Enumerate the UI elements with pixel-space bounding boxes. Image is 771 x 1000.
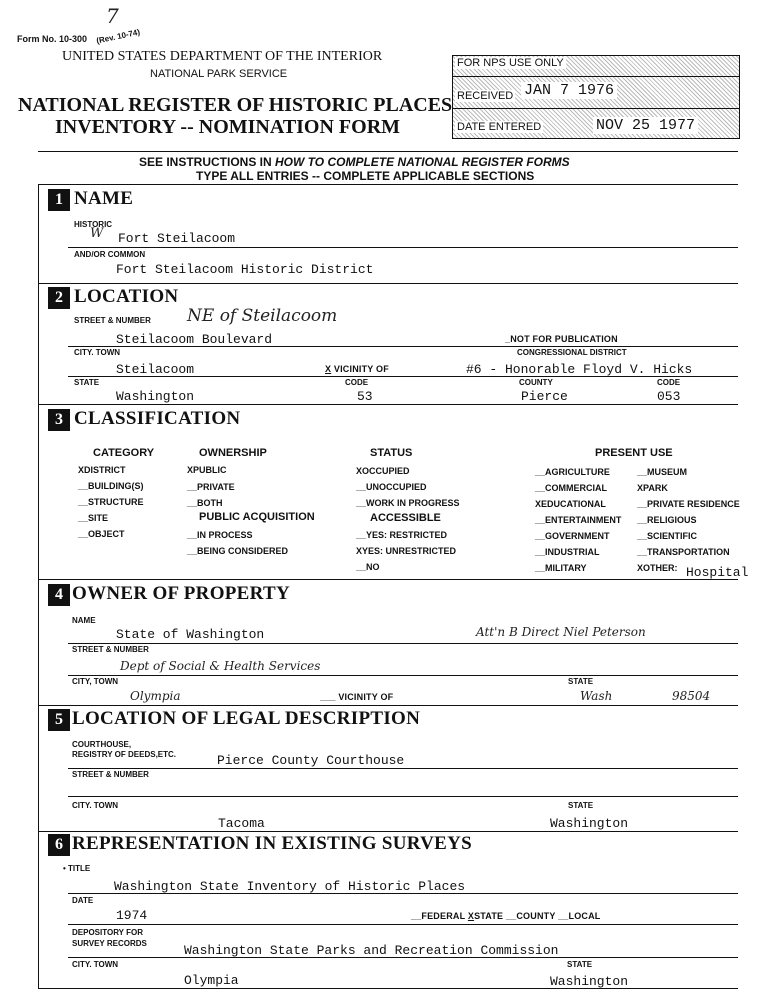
service-name: NATIONAL PARK SERVICE <box>150 68 288 80</box>
street-value: Steilacoom Boulevard <box>116 332 273 347</box>
use-item: __PRIVATE RESIDENCE <box>637 499 740 509</box>
other-use-value: Hospital <box>686 565 749 580</box>
category-item: __OBJECT <box>78 529 125 539</box>
use-item: __COMMERCIAL <box>535 483 608 493</box>
use-item: __ENTERTAINMENT <box>535 515 622 525</box>
state-value: Washington <box>116 389 195 404</box>
use-item: __RELIGIOUS <box>637 515 697 525</box>
county-code: 053 <box>657 389 681 404</box>
date-entered-label: DATE ENTERED <box>457 121 542 133</box>
congressional-district-label: CONGRESSIONAL DISTRICT <box>517 348 627 357</box>
divider <box>38 579 738 580</box>
use-item: __MILITARY <box>535 563 587 573</box>
form-title-line1: NATIONAL REGISTER OF HISTORIC PLACES <box>18 94 453 116</box>
survey-title-label: • TITLE <box>63 864 91 873</box>
category-heading: CATEGORY <box>93 447 155 459</box>
handwritten-mark: 7 <box>106 4 119 28</box>
use-item: __MUSEUM <box>637 467 688 477</box>
form-title-line2: INVENTORY -- NOMINATION FORM <box>55 116 401 138</box>
status-item: __UNOCCUPIED <box>356 482 427 492</box>
use-item: __GOVERNMENT <box>535 531 610 541</box>
depository-city-label: CITY. TOWN <box>72 960 119 969</box>
congressional-district: #6 - Honorable Floyd V. Hicks <box>466 362 693 377</box>
status-item: __WORK IN PROGRESS <box>356 498 460 508</box>
survey-title: Washington State Inventory of Historic Places <box>114 879 466 894</box>
ownership-heading: OWNERSHIP <box>199 447 267 459</box>
depository-value: Washington State Parks and Recreation Commission <box>184 943 559 958</box>
common-name-label: AND/OR COMMON <box>74 250 146 259</box>
legal-state-label: STATE <box>568 801 594 810</box>
owner-contact-handwritten: Att'n B Direct Niel Peterson <box>476 625 646 639</box>
category-item: __BUILDING(S) <box>78 481 144 491</box>
legal-street-label: STREET & NUMBER <box>72 770 149 779</box>
use-item: XOTHER: <box>637 563 678 573</box>
nps-use-box <box>452 55 740 139</box>
county-value: Pierce <box>521 389 568 404</box>
depository-state: Washington <box>550 974 629 989</box>
divider <box>38 831 738 832</box>
section-6-title: REPRESENTATION IN EXISTING SURVEYS <box>72 833 473 854</box>
county-label: COUNTY <box>519 378 553 387</box>
form-revision: (Rev. 10-74) <box>95 27 141 46</box>
accessible-heading: ACCESSIBLE <box>370 512 441 524</box>
section-2-title: LOCATION <box>74 286 179 307</box>
vicinity-of: X VICINITY OF <box>325 364 389 374</box>
depository-label-line2: SURVEY RECORDS <box>72 939 147 948</box>
access-item: XYES: UNRESTRICTED <box>356 546 457 556</box>
owner-name-label: NAME <box>72 616 96 625</box>
county-code-label: CODE <box>657 378 681 387</box>
section-3-number: 3 <box>48 409 70 431</box>
section-1-number: 1 <box>48 189 70 211</box>
owner-state-label: STATE <box>568 677 594 686</box>
use-item: __SCIENTIFIC <box>637 531 698 541</box>
owner-city-handwritten: Olympia <box>130 689 181 703</box>
city-value: Steilacoom <box>116 362 195 377</box>
divider <box>38 283 738 284</box>
use-item: XEDUCATIONAL <box>535 499 606 509</box>
section-4-number: 4 <box>48 584 70 606</box>
status-item: XOCCUPIED <box>356 466 410 476</box>
type-all-entries: TYPE ALL ENTRIES -- COMPLETE APPLICABLE SECTIONS <box>196 169 535 183</box>
historic-label: HISTORIC <box>74 220 113 229</box>
category-item: __STRUCTURE <box>78 497 144 507</box>
depository-city: Olympia <box>184 973 239 988</box>
nps-use-label: FOR NPS USE ONLY <box>457 57 564 69</box>
use-item: XPARK <box>637 483 668 493</box>
courthouse-label-line2: REGISTRY OF DEEDS,ETC. <box>72 750 177 759</box>
state-label: STATE <box>74 378 100 387</box>
use-item: __INDUSTRIAL <box>535 547 600 557</box>
category-item: __SITE <box>78 513 109 523</box>
form-number: Form No. 10-300 <box>17 34 88 44</box>
owner-state-handwritten: Wash <box>580 689 613 703</box>
use-item: __TRANSPORTATION <box>637 547 730 557</box>
category-item: XDISTRICT <box>78 465 126 475</box>
divider <box>38 151 738 152</box>
present-use-heading: PRESENT USE <box>595 447 673 459</box>
owner-vicinity: ___ VICINITY OF <box>320 692 394 702</box>
survey-level: __FEDERAL XSTATE __COUNTY __LOCAL <box>411 911 601 921</box>
section-5-title: LOCATION OF LEGAL DESCRIPTION <box>72 708 421 729</box>
acquisition-item: __IN PROCESS <box>187 530 253 540</box>
survey-date-label: DATE <box>72 896 94 905</box>
owner-street-label: STREET & NUMBER <box>72 645 149 654</box>
public-acquisition-heading: PUBLIC ACQUISITION <box>199 511 315 523</box>
section-6-number: 6 <box>48 834 70 856</box>
ownership-item: __PRIVATE <box>187 482 235 492</box>
acquisition-item: __BEING CONSIDERED <box>187 546 289 556</box>
historic-initials: W <box>90 226 104 241</box>
section-4-title: OWNER OF PROPERTY <box>72 583 291 604</box>
ownership-item: __BOTH <box>187 498 223 508</box>
legal-city-value: Tacoma <box>218 816 265 831</box>
owner-street-handwritten: Dept of Social & Health Services <box>120 659 321 673</box>
depository-state-label: STATE <box>567 960 593 969</box>
legal-state-value: Washington <box>550 816 629 831</box>
ownership-item: XPUBLIC <box>187 465 227 475</box>
street-label: STREET & NUMBER <box>74 316 151 325</box>
survey-date: 1974 <box>116 908 148 923</box>
owner-zip-handwritten: 98504 <box>672 689 711 703</box>
divider <box>38 404 738 405</box>
legal-city-label: CITY. TOWN <box>72 801 119 810</box>
divider <box>38 184 738 185</box>
not-for-publication: _NOT FOR PUBLICATION <box>505 334 618 344</box>
owner-city-label: CITY, TOWN <box>72 677 119 686</box>
section-5-number: 5 <box>48 709 70 731</box>
access-item: __YES: RESTRICTED <box>356 530 448 540</box>
section-2-number: 2 <box>48 287 70 309</box>
section-1-title: NAME <box>74 188 134 209</box>
received-date: JAN 7 1976 <box>521 82 617 99</box>
common-name: Fort Steilacoom Historic District <box>116 262 374 277</box>
instructions-line: SEE INSTRUCTIONS IN HOW TO COMPLETE NATIONAL REGISTER FORMS <box>139 155 570 169</box>
status-heading: STATUS <box>370 447 413 459</box>
state-code: 53 <box>357 389 373 404</box>
use-item: __AGRICULTURE <box>535 467 610 477</box>
owner-name: State of Washington <box>116 627 265 642</box>
divider <box>38 705 738 706</box>
department-name: UNITED STATES DEPARTMENT OF THE INTERIOR <box>62 49 383 64</box>
code-label: CODE <box>345 378 369 387</box>
received-label: RECEIVED <box>457 90 514 102</box>
depository-label-line1: DEPOSITORY FOR <box>72 928 143 937</box>
city-label: CITY. TOWN <box>74 348 121 357</box>
access-item: __NO <box>356 562 380 572</box>
date-entered-value: NOV 25 1977 <box>593 117 698 134</box>
section-3-title: CLASSIFICATION <box>74 408 241 429</box>
street-handwritten: NE of Steilacoom <box>187 306 338 326</box>
courthouse-label-line1: COURTHOUSE, <box>72 740 132 749</box>
historic-name: Fort Steilacoom <box>118 231 236 246</box>
courthouse-value: Pierce County Courthouse <box>217 753 405 768</box>
